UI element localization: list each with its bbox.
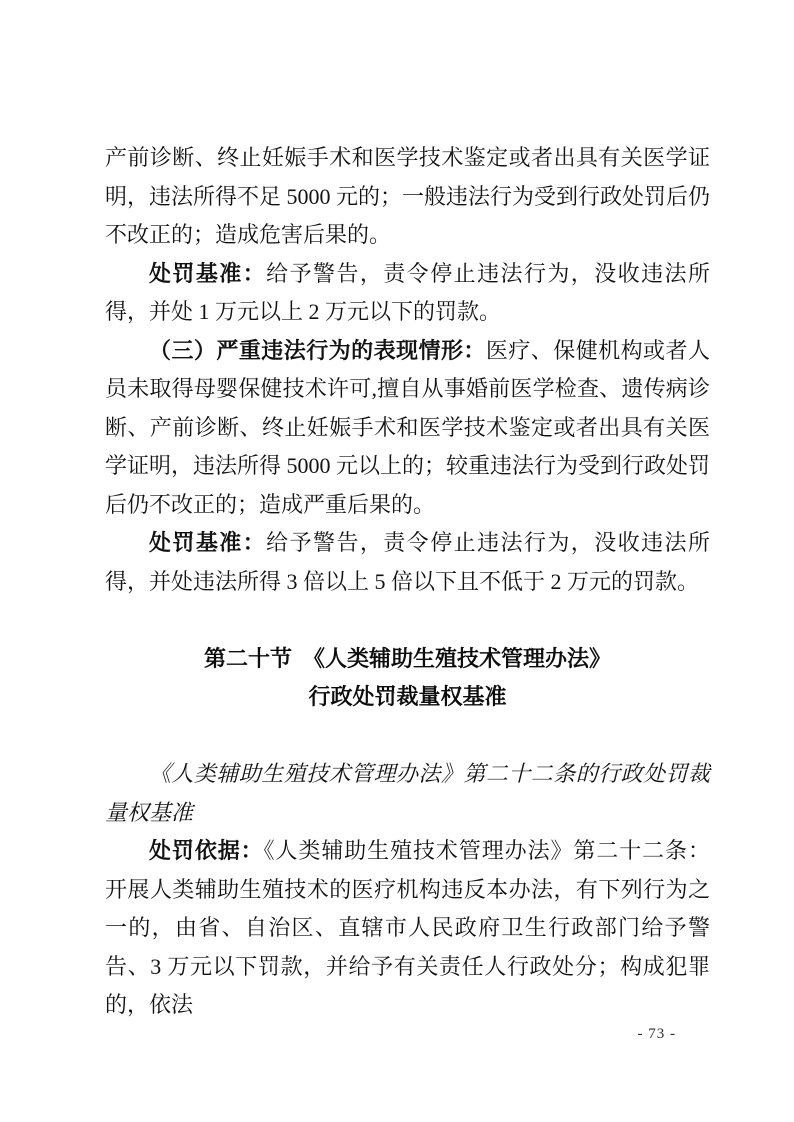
section-heading <box>105 640 710 717</box>
paragraph-text: 给予警告，责令停止违法行为，没收违法所得，并处违法所得 3 倍以上 5 倍以下且不低于 2 万元的罚款。 <box>105 530 710 594</box>
paragraph-text: 产前诊断、终止妊娠手术和医学技术鉴定或者出具有关医学证明，违法所得不足 5000 元的；一般违法行为受到行政处罚后仍不改正的；造成危害后果的。 <box>105 145 711 247</box>
paragraph <box>105 832 710 1025</box>
paragraph-text: 医疗、保健机构或者人员未取得母婴保健技术许可,擅自从事婚前医学检查、遗传病诊断、产前诊断、终止妊娠手术和医学技术鉴定或者出具有关医学证明，违法所得 5000 元以上的；较重违法行为受到行政处罚后仍不改正的；造成严重后果的。 <box>105 337 711 517</box>
document-body <box>105 139 710 1025</box>
section-heading-line2: 行政处罚裁量权基准 <box>308 684 507 709</box>
paragraph <box>105 332 710 525</box>
section-heading-line1: 第二十节 《人类辅助生殖技术管理办法》 <box>203 645 611 671</box>
paragraph-lead: 处罚基准： <box>149 530 267 555</box>
paragraph-lead: 处罚基准： <box>149 260 267 286</box>
paragraph-lead: 处罚依据： <box>149 838 264 863</box>
paragraph-text: 《人类辅助生殖技术管理办法》第二十二条的行政处罚裁量权基准 <box>105 761 710 825</box>
paragraph <box>105 755 710 832</box>
paragraph-text: 给予警告，责令停止违法行为，没收违法所得，并处 1 万元以上 2 万元以下的罚款。 <box>105 260 710 324</box>
paragraph <box>105 255 710 332</box>
page-number: - 73 - <box>637 1026 676 1042</box>
paragraph-lead: （三）严重违法行为的表现情形： <box>149 337 486 363</box>
paragraph <box>105 524 710 601</box>
paragraph <box>105 139 710 255</box>
paragraph-text: 《人类辅助生殖技术管理办法》第二十二条：开展人类辅助生殖技术的医疗机构违反本办法，有下列行为之一的，由省、自治区、直辖市人民政府卫生行政部门给予警告、3 万元以下罚款，并给予有关责任人行政处分；构成犯罪的，依法 <box>105 838 710 1017</box>
